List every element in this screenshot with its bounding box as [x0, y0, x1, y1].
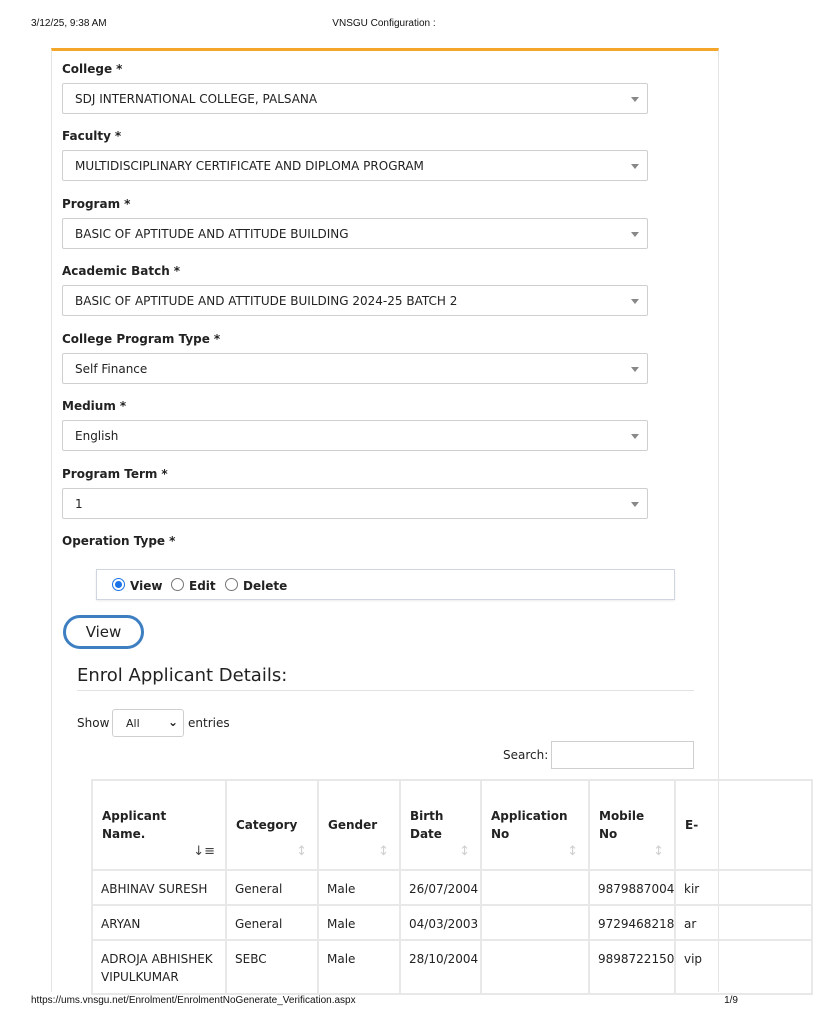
medium-select[interactable]	[62, 420, 648, 451]
cell-birth-date: 28/10/2004	[400, 940, 481, 994]
caret-down-icon	[631, 299, 639, 304]
radio-delete[interactable]	[225, 578, 238, 591]
print-date: 3/12/25, 9:38 AM	[31, 18, 107, 29]
academic-batch-label: Academic Batch *	[62, 264, 181, 278]
cell-email: kir	[675, 870, 812, 905]
medium-select-value: English	[75, 429, 119, 443]
college-program-type-select-value: Self Finance	[75, 362, 148, 376]
applicant-table-container	[91, 779, 703, 992]
caret-down-icon	[631, 367, 639, 372]
view-button[interactable]: View	[63, 615, 144, 649]
cell-email: vip	[675, 940, 812, 994]
cell-birth-date: 04/03/2003	[400, 905, 481, 940]
entries-select-value: All	[126, 717, 140, 730]
medium-label: Medium *	[62, 399, 127, 413]
program-term-select[interactable]	[62, 488, 648, 519]
table-row	[92, 940, 812, 994]
cell-mobile-no: 9729468218	[589, 905, 675, 940]
cell-mobile-no: 9898722150	[589, 940, 675, 994]
header-birth-date[interactable]: Birth Date ↕	[400, 780, 481, 870]
cell-category: General	[226, 870, 318, 905]
radio-view[interactable]	[112, 578, 125, 591]
caret-down-icon	[631, 434, 639, 439]
chevron-down-icon: ⌄	[167, 715, 178, 729]
college-program-type-select[interactable]	[62, 353, 648, 384]
faculty-select[interactable]	[62, 150, 648, 181]
radio-edit-label[interactable]: Edit	[189, 579, 216, 593]
program-select[interactable]	[62, 218, 648, 249]
cell-name: ARYAN	[92, 905, 226, 940]
header-mobile-no[interactable]: Mobile No ↕	[589, 780, 675, 870]
sort-icon: ↕	[459, 844, 470, 859]
print-url: https://ums.vnsgu.net/Enrolment/EnrolmentNoGenerate_Verification.aspx	[31, 995, 356, 1006]
radio-view-label[interactable]: View	[130, 579, 163, 593]
faculty-label: Faculty *	[62, 129, 122, 143]
table-header-row	[92, 780, 812, 870]
print-page-number: 1/9	[724, 995, 738, 1006]
header-gender[interactable]: Gender ↕	[318, 780, 400, 870]
college-select-value: SDJ INTERNATIONAL COLLEGE, PALSANA	[75, 92, 318, 106]
academic-batch-select-value: BASIC OF APTITUDE AND ATTITUDE BUILDING 2024-25 BATCH 2	[75, 294, 458, 308]
sort-desc-icon: ↓≡	[193, 844, 215, 859]
radio-edit[interactable]	[171, 578, 184, 591]
cell-application-no	[481, 940, 589, 994]
entries-label: entries	[188, 716, 230, 730]
search-label: Search:	[503, 748, 549, 762]
header-category[interactable]: Category ↕	[226, 780, 318, 870]
program-term-label: Program Term *	[62, 467, 168, 481]
cell-name: ADROJA ABHISHEK VIPULKUMAR	[92, 940, 226, 994]
college-program-type-label: College Program Type *	[62, 332, 221, 346]
cell-birth-date: 26/07/2004	[400, 870, 481, 905]
cell-gender: Male	[318, 905, 400, 940]
header-email[interactable]: E-	[675, 780, 812, 870]
print-header	[0, 18, 768, 32]
show-label: Show	[77, 716, 110, 730]
cell-name: ABHINAV SURESH	[92, 870, 226, 905]
cell-mobile-no: 9879887004	[589, 870, 675, 905]
program-label: Program *	[62, 197, 131, 211]
sort-icon: ↕	[378, 844, 389, 859]
program-term-select-value: 1	[75, 497, 83, 511]
operation-type-group	[96, 569, 675, 600]
entries-select[interactable]	[112, 709, 184, 737]
college-label: College *	[62, 62, 123, 76]
sort-icon: ↕	[653, 844, 664, 859]
print-footer	[0, 995, 768, 1009]
applicant-table	[91, 779, 813, 995]
caret-down-icon	[631, 97, 639, 102]
caret-down-icon	[631, 502, 639, 507]
cell-email: ar	[675, 905, 812, 940]
cell-category: General	[226, 905, 318, 940]
sort-icon: ↕	[296, 844, 307, 859]
program-select-value: BASIC OF APTITUDE AND ATTITUDE BUILDING	[75, 227, 349, 241]
cell-application-no	[481, 905, 589, 940]
college-select[interactable]	[62, 83, 648, 114]
header-applicant-name[interactable]: Applicant Name. ↓≡	[92, 780, 226, 870]
print-title: VNSGU Configuration :	[332, 18, 436, 29]
academic-batch-select[interactable]	[62, 285, 648, 316]
section-divider	[77, 690, 694, 691]
operation-type-label: Operation Type *	[62, 534, 176, 548]
cell-gender: Male	[318, 870, 400, 905]
search-input[interactable]	[551, 741, 694, 769]
cell-category: SEBC	[226, 940, 318, 994]
table-row	[92, 905, 812, 940]
section-title: Enrol Applicant Details:	[77, 665, 288, 686]
table-row	[92, 870, 812, 905]
caret-down-icon	[631, 232, 639, 237]
sort-icon: ↕	[567, 844, 578, 859]
cell-application-no	[481, 870, 589, 905]
cell-gender: Male	[318, 940, 400, 994]
header-application-no[interactable]: Application No ↕	[481, 780, 589, 870]
radio-delete-label[interactable]: Delete	[243, 579, 288, 593]
faculty-select-value: MULTIDISCIPLINARY CERTIFICATE AND DIPLOMA PROGRAM	[75, 159, 424, 173]
caret-down-icon	[631, 164, 639, 169]
